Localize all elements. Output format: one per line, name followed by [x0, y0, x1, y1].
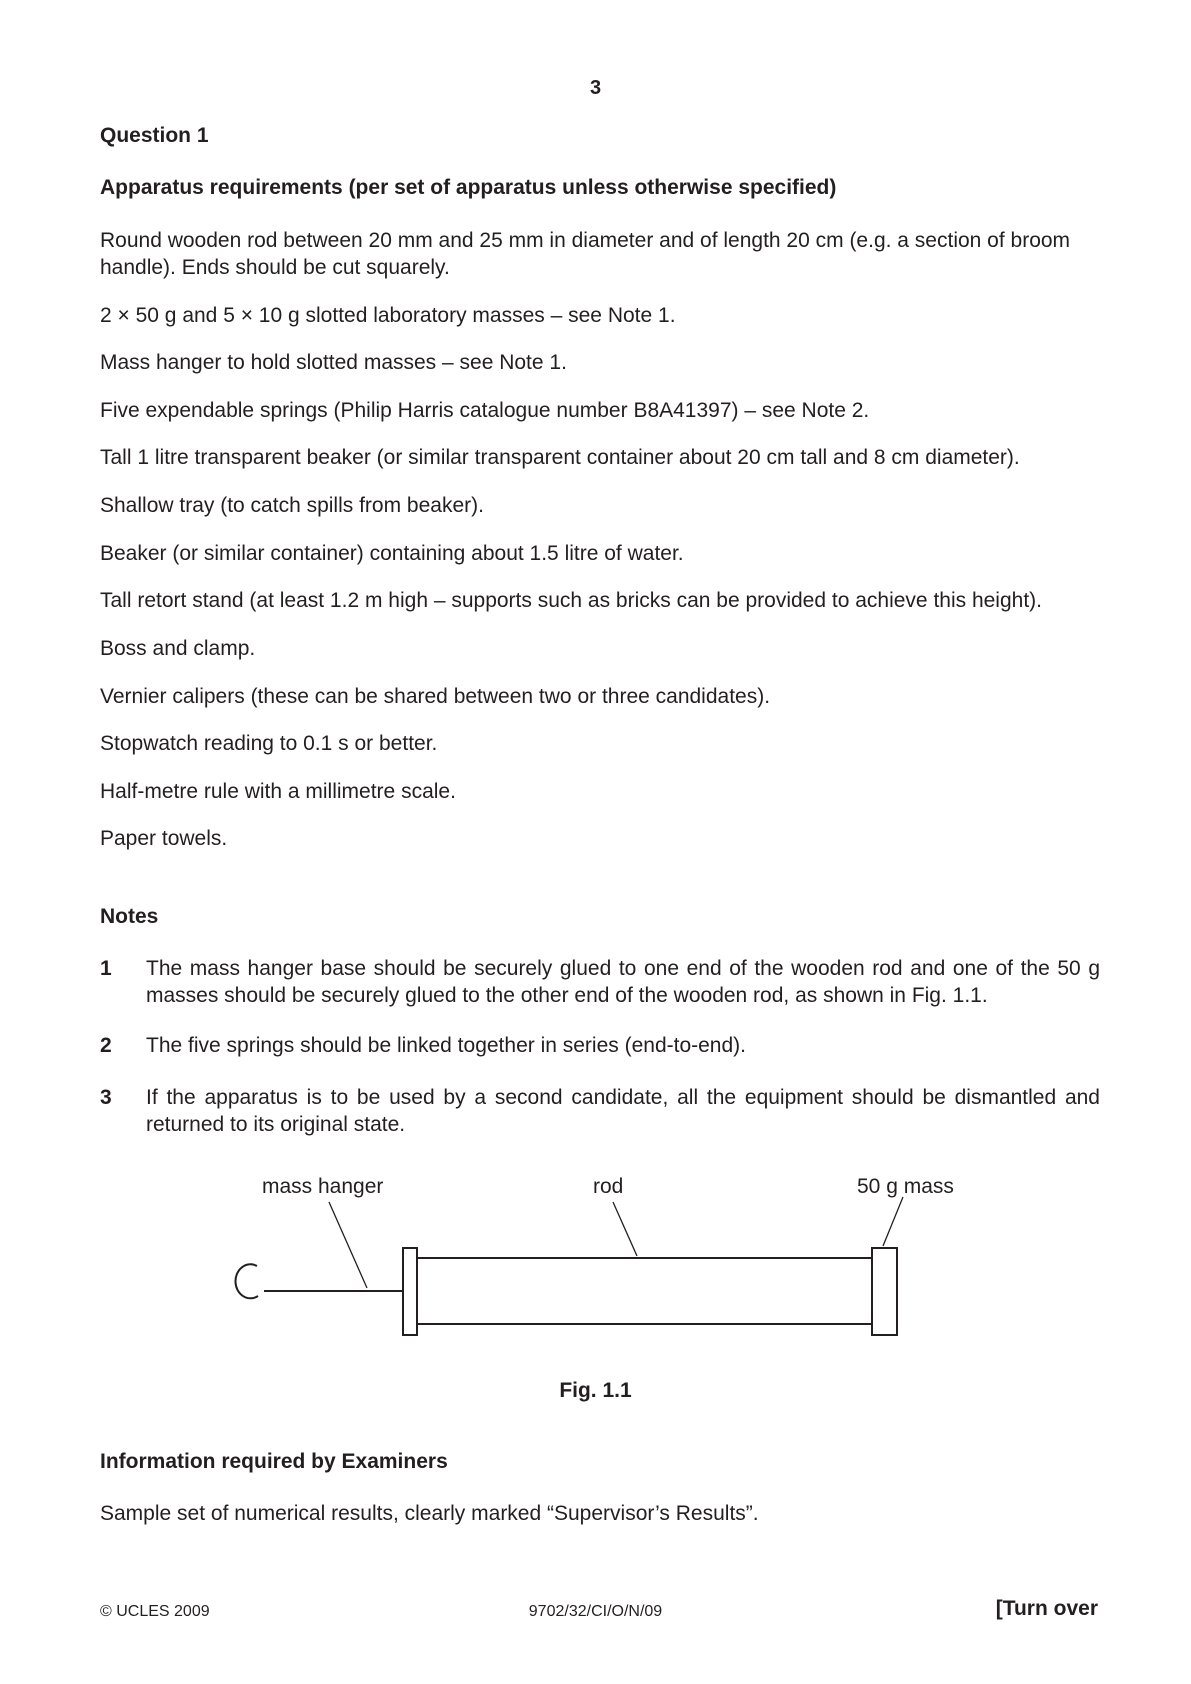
apparatus-item: 2 × 50 g and 5 × 10 g slotted laboratory masses – see Note 1. [100, 304, 676, 327]
apparatus-item: Shallow tray (to catch spills from beaker). [100, 494, 484, 517]
note-text: The mass hanger base should be securely glued to one end of the wooden rod and one of the 50 g masses should be securely glued to the other end of the wooden rod, as shown in Fig. 1.1. [146, 957, 1100, 1007]
apparatus-item: Boss and clamp. [100, 637, 256, 660]
note-number: 1 [100, 957, 112, 980]
label-mass-hanger: mass hanger [262, 1175, 384, 1198]
label-50g-mass: 50 g mass [857, 1175, 954, 1198]
apparatus-item: Vernier calipers (these can be shared between two or three candidates). [100, 685, 771, 708]
footer-copyright: © UCLES 2009 [100, 1603, 210, 1620]
figure-caption: Fig. 1.1 [559, 1379, 632, 1402]
note-number: 2 [100, 1034, 112, 1057]
apparatus-item: Mass hanger to hold slotted masses – see Note 1. [100, 351, 567, 374]
apparatus-item: Stopwatch reading to 0.1 s or better. [100, 732, 438, 755]
note-text: If the apparatus is to be used by a second candidate, all the equipment should be dismantled and returned to its original state. [146, 1086, 1100, 1136]
hook [235, 1264, 258, 1298]
turn-over: [Turn over [995, 1597, 1098, 1620]
apparatus-item: Tall retort stand (at least 1.2 m high – supports such as bricks can be provided to achieve this height). [100, 589, 1042, 612]
note-text: The five springs should be linked together in series (end-to-end). [146, 1034, 746, 1057]
leader-mass-hanger [329, 1202, 367, 1288]
note-number: 3 [100, 1086, 112, 1109]
apparatus-item: Paper towels. [100, 827, 228, 850]
page-number: 3 [589, 77, 602, 99]
apparatus-item: Tall 1 litre transparent beaker (or similar transparent container about 20 cm tall and 8 cm diameter). [100, 446, 1020, 469]
apparatus-item: Round wooden rod between 20 mm and 25 mm in diameter and of length 20 cm (e.g. a section of broom handle). Ends should be cut squarely. [100, 229, 1071, 279]
apparatus-item: Five expendable springs (Philip Harris catalogue number B8A41397) – see Note 2. [100, 399, 870, 422]
apparatus-item: Half-metre rule with a millimetre scale. [100, 780, 456, 803]
notes-heading: Notes [100, 905, 159, 928]
info-heading: Information required by Examiners [100, 1450, 448, 1473]
hanger-base [403, 1248, 417, 1335]
question-title: Question 1 [100, 124, 209, 147]
label-rod: rod [593, 1175, 624, 1198]
leader-rod [613, 1202, 637, 1256]
end-mass [872, 1248, 897, 1335]
leader-50g-mass [883, 1197, 903, 1246]
rod-body [417, 1258, 872, 1324]
info-text: Sample set of numerical results, clearly marked “Supervisor’s Results”. [100, 1502, 759, 1525]
apparatus-heading: Apparatus requirements (per set of apparatus unless otherwise specified) [100, 176, 837, 199]
apparatus-item: Beaker (or similar container) containing about 1.5 litre of water. [100, 542, 684, 565]
footer-code: 9702/32/CI/O/N/09 [528, 1603, 663, 1620]
